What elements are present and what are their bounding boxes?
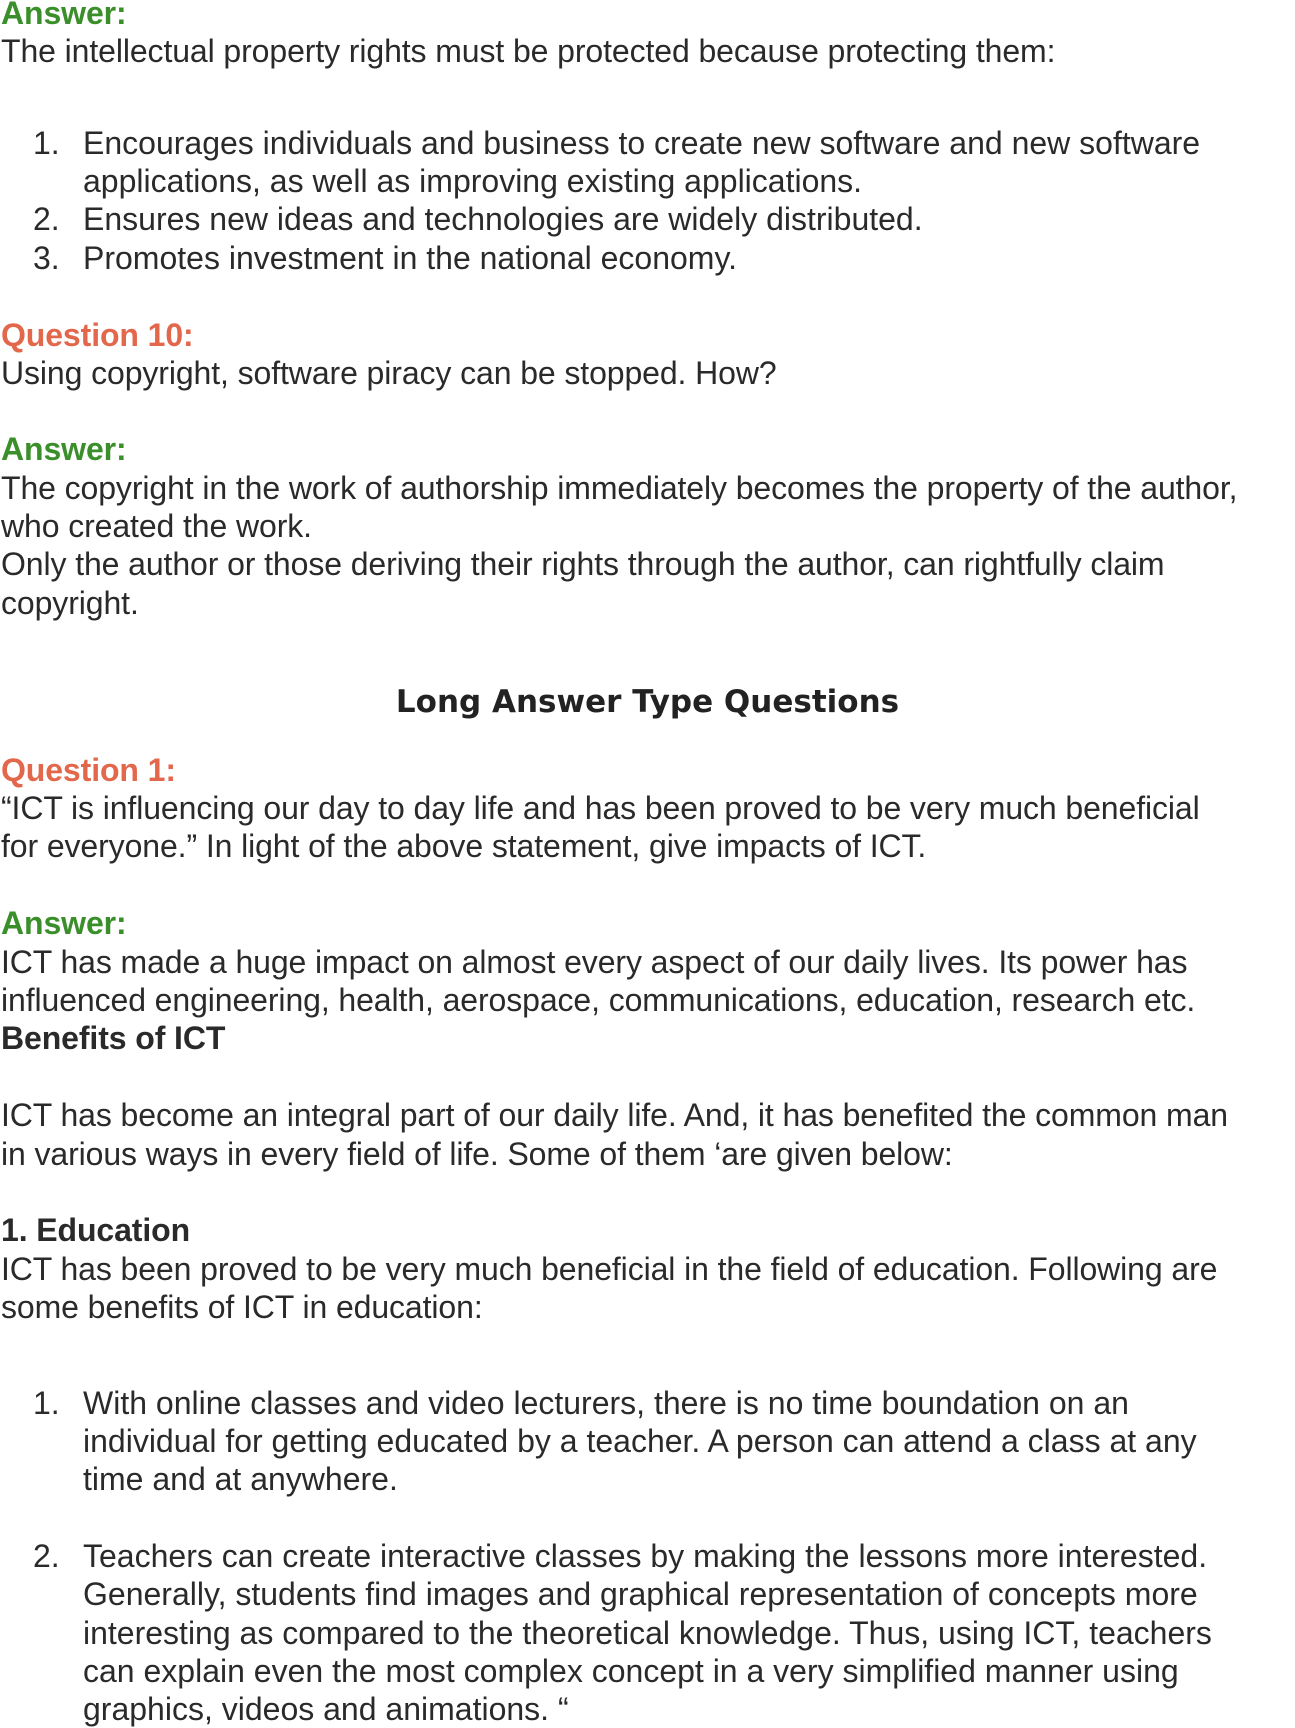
- question-label: Question 1:: [1, 752, 176, 788]
- paragraph-line: ICT has become an integral part of our daily life. And, it has benefited the common man: [1, 1097, 1228, 1133]
- question-text: Using copyright, software piracy can be stopped. How?: [1, 355, 777, 391]
- list-item-line: Promotes investment in the national economy.: [83, 240, 737, 276]
- list-item-line: time and at anywhere.: [83, 1461, 398, 1497]
- list-number: 2.: [33, 1538, 60, 1574]
- answer-line: copyright.: [1, 585, 139, 621]
- answer-line: The copyright in the work of authorship immediately becomes the property of the author,: [1, 470, 1238, 506]
- answer-line: influenced engineering, health, aerospace, communications, education, research etc.: [1, 982, 1196, 1018]
- answer-label: Answer:: [1, 0, 127, 31]
- question-text-line: “ICT is influencing our day to day life and has been proved to be very much beneficial: [1, 790, 1200, 826]
- list-item-line: With online classes and video lecturers, there is no time boundation on an: [83, 1385, 1129, 1421]
- list-item-line: can explain even the most complex concept in a very simplified manner using: [83, 1653, 1179, 1689]
- list-number: 3.: [33, 240, 60, 276]
- benefits-heading: Benefits of ICT: [1, 1020, 226, 1056]
- answer-label: Answer:: [1, 905, 127, 941]
- answer-line: ICT has made a huge impact on almost every aspect of our daily lives. Its power has: [1, 944, 1188, 980]
- list-item-line: applications, as well as improving existing applications.: [83, 163, 863, 199]
- list-item-line: individual for getting educated by a teacher. A person can attend a class at any: [83, 1423, 1197, 1459]
- answer-intro: The intellectual property rights must be protected because protecting them:: [1, 33, 1056, 69]
- paragraph-line: some benefits of ICT in education:: [1, 1289, 483, 1325]
- section-heading: Long Answer Type Questions: [395, 684, 900, 720]
- question-label: Question 10:: [1, 317, 194, 353]
- answer-line: Only the author or those deriving their rights through the author, can rightfully claim: [1, 546, 1165, 582]
- question-text-line: for everyone.” In light of the above statement, give impacts of ICT.: [1, 828, 927, 864]
- paragraph-line: ICT has been proved to be very much beneficial in the field of education. Following are: [1, 1251, 1218, 1287]
- education-heading: 1. Education: [1, 1212, 191, 1248]
- list-number: 2.: [33, 201, 60, 237]
- list-item-line: Encourages individuals and business to create new software and new software: [83, 125, 1201, 161]
- paragraph-line: in various ways in every field of life. Some of them ‘are given below:: [1, 1136, 953, 1172]
- list-item-line: Teachers can create interactive classes by making the lessons more interested.: [83, 1538, 1208, 1574]
- answer-line: who created the work.: [1, 508, 312, 544]
- list-item-line: interesting as compared to the theoretical knowledge. Thus, using ICT, teachers: [83, 1615, 1212, 1651]
- list-item-line: Ensures new ideas and technologies are widely distributed.: [83, 201, 923, 237]
- list-item-line: graphics, videos and animations. “: [83, 1691, 569, 1727]
- list-number: 1.: [33, 1385, 60, 1421]
- list-number: 1.: [33, 125, 60, 161]
- list-item-line: Generally, students find images and graphical representation of concepts more: [83, 1576, 1198, 1612]
- answer-label: Answer:: [1, 431, 127, 467]
